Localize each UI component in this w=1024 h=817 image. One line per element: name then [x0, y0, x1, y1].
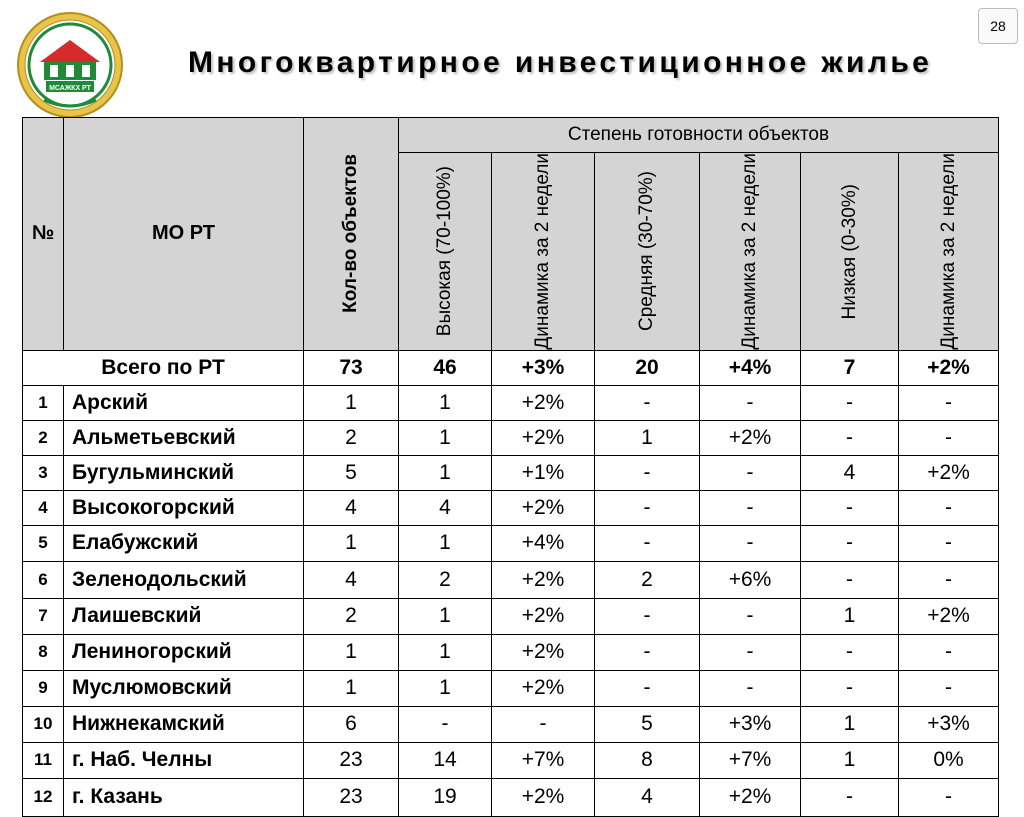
row-count: 6	[304, 706, 399, 742]
row-dyn-high: +4%	[492, 525, 595, 561]
row-count: 1	[304, 525, 399, 561]
row-number: 5	[23, 525, 64, 561]
row-municipality: Лениногорский	[64, 634, 304, 670]
row-dyn-low: -	[899, 525, 999, 561]
row-high: 1	[399, 455, 492, 490]
row-dyn-low: -	[899, 778, 999, 816]
row-number: 9	[23, 670, 64, 706]
row-low: 1	[801, 598, 899, 634]
row-high: 1	[399, 385, 492, 420]
row-dyn-low: -	[899, 385, 999, 420]
row-high: 2	[399, 561, 492, 598]
header-count: Кол-во объектов	[304, 118, 399, 351]
row-municipality: Бугульминский	[64, 455, 304, 490]
row-high: 1	[399, 670, 492, 706]
total-high: 46	[399, 350, 492, 385]
row-high: 19	[399, 778, 492, 816]
row-municipality: г. Наб. Челны	[64, 742, 304, 778]
row-dyn-low: +3%	[899, 706, 999, 742]
row-dyn-low: +2%	[899, 598, 999, 634]
row-high: 1	[399, 525, 492, 561]
table-row	[23, 490, 999, 525]
row-medium: -	[595, 598, 700, 634]
row-municipality: Зеленодольский	[64, 561, 304, 598]
table-row	[23, 670, 999, 706]
table-row	[23, 742, 999, 778]
header-readiness-group: Степень готовности объектов	[399, 118, 999, 153]
row-dyn-high: +2%	[492, 385, 595, 420]
row-municipality: Высокогорский	[64, 490, 304, 525]
row-high: -	[399, 706, 492, 742]
row-count: 4	[304, 490, 399, 525]
row-dyn-medium: -	[700, 525, 801, 561]
row-number: 6	[23, 561, 64, 598]
row-count: 23	[304, 778, 399, 816]
row-medium: 2	[595, 561, 700, 598]
row-low: -	[801, 670, 899, 706]
row-number: 2	[23, 420, 64, 455]
total-medium: 20	[595, 350, 700, 385]
row-medium: -	[595, 670, 700, 706]
header-dynamics-high: Динамика за 2 недели	[492, 153, 595, 351]
slide-number: 28	[978, 8, 1018, 44]
row-municipality: Арский	[64, 385, 304, 420]
row-dyn-medium: -	[700, 490, 801, 525]
row-low: 4	[801, 455, 899, 490]
row-dyn-medium: -	[700, 634, 801, 670]
table-row	[23, 385, 999, 420]
row-count: 5	[304, 455, 399, 490]
header-dynamics-medium: Динамика за 2 недели	[700, 153, 801, 351]
row-dyn-medium: -	[700, 598, 801, 634]
row-count: 2	[304, 420, 399, 455]
row-dyn-low: -	[899, 670, 999, 706]
row-high: 14	[399, 742, 492, 778]
row-count: 2	[304, 598, 399, 634]
row-dyn-low: -	[899, 420, 999, 455]
row-low: -	[801, 525, 899, 561]
total-dyn-medium: +4%	[700, 350, 801, 385]
total-dyn-high: +3%	[492, 350, 595, 385]
total-low: 7	[801, 350, 899, 385]
page-title: Многоквартирное инвестиционное жилье	[188, 46, 933, 79]
row-medium: -	[595, 490, 700, 525]
row-dyn-low: 0%	[899, 742, 999, 778]
row-number: 10	[23, 706, 64, 742]
row-low: -	[801, 420, 899, 455]
row-dyn-high: +2%	[492, 598, 595, 634]
row-dyn-high: +2%	[492, 490, 595, 525]
total-dyn-low: +2%	[899, 350, 999, 385]
row-medium: 1	[595, 420, 700, 455]
row-dyn-medium: +2%	[700, 420, 801, 455]
row-dyn-high: +2%	[492, 670, 595, 706]
row-high: 4	[399, 490, 492, 525]
header-low: Низкая (0-30%)	[801, 153, 899, 351]
row-dyn-medium: +7%	[700, 742, 801, 778]
row-number: 1	[23, 385, 64, 420]
row-dyn-medium: +6%	[700, 561, 801, 598]
row-medium: -	[595, 385, 700, 420]
row-dyn-low: -	[899, 561, 999, 598]
row-low: -	[801, 561, 899, 598]
table-row	[23, 455, 999, 490]
row-dyn-high: +2%	[492, 420, 595, 455]
header-dynamics-low: Динамика за 2 недели	[899, 153, 999, 351]
logo-text: МСАЖКХ РТ	[49, 85, 91, 92]
row-number: 4	[23, 490, 64, 525]
total-label: Всего по РТ	[23, 350, 304, 385]
table-row	[23, 561, 999, 598]
row-number: 12	[23, 778, 64, 816]
table-row	[23, 525, 999, 561]
row-dyn-medium: +3%	[700, 706, 801, 742]
row-low: -	[801, 778, 899, 816]
row-number: 3	[23, 455, 64, 490]
row-dyn-high: +2%	[492, 561, 595, 598]
row-dyn-medium: -	[700, 455, 801, 490]
row-dyn-high: -	[492, 706, 595, 742]
table-row	[23, 778, 999, 816]
row-municipality: Лаишевский	[64, 598, 304, 634]
row-count: 4	[304, 561, 399, 598]
header-num: №	[23, 118, 64, 351]
row-dyn-low: -	[899, 490, 999, 525]
row-medium: -	[595, 634, 700, 670]
row-count: 23	[304, 742, 399, 778]
table-row	[23, 420, 999, 455]
row-dyn-high: +7%	[492, 742, 595, 778]
row-municipality: Муслюмовский	[64, 670, 304, 706]
total-count: 73	[304, 350, 399, 385]
row-dyn-medium: -	[700, 670, 801, 706]
row-municipality: Альметьевский	[64, 420, 304, 455]
row-count: 1	[304, 670, 399, 706]
row-medium: -	[595, 525, 700, 561]
row-municipality: Нижнекамский	[64, 706, 304, 742]
row-low: -	[801, 385, 899, 420]
row-number: 8	[23, 634, 64, 670]
row-medium: 8	[595, 742, 700, 778]
row-low: -	[801, 490, 899, 525]
row-medium: -	[595, 455, 700, 490]
row-medium: 5	[595, 706, 700, 742]
table-row	[23, 706, 999, 742]
row-low: -	[801, 634, 899, 670]
row-count: 1	[304, 385, 399, 420]
row-dyn-medium: +2%	[700, 778, 801, 816]
row-municipality: Елабужский	[64, 525, 304, 561]
row-dyn-high: +2%	[492, 634, 595, 670]
ministry-logo	[10, 10, 130, 120]
row-dyn-high: +2%	[492, 778, 595, 816]
row-low: 1	[801, 742, 899, 778]
table-row	[23, 634, 999, 670]
investment-housing-table	[22, 117, 999, 817]
row-number: 11	[23, 742, 64, 778]
header-mo: МО РТ	[64, 118, 304, 351]
header-medium: Средняя (30-70%)	[595, 153, 700, 351]
row-high: 1	[399, 598, 492, 634]
row-count: 1	[304, 634, 399, 670]
row-high: 1	[399, 420, 492, 455]
row-number: 7	[23, 598, 64, 634]
row-low: 1	[801, 706, 899, 742]
row-dyn-low: -	[899, 634, 999, 670]
row-municipality: г. Казань	[64, 778, 304, 816]
header-high: Высокая (70-100%)	[399, 153, 492, 351]
total-row	[23, 350, 999, 385]
row-medium: 4	[595, 778, 700, 816]
row-dyn-low: +2%	[899, 455, 999, 490]
row-dyn-high: +1%	[492, 455, 595, 490]
table-row	[23, 598, 999, 634]
row-high: 1	[399, 634, 492, 670]
row-dyn-medium: -	[700, 385, 801, 420]
